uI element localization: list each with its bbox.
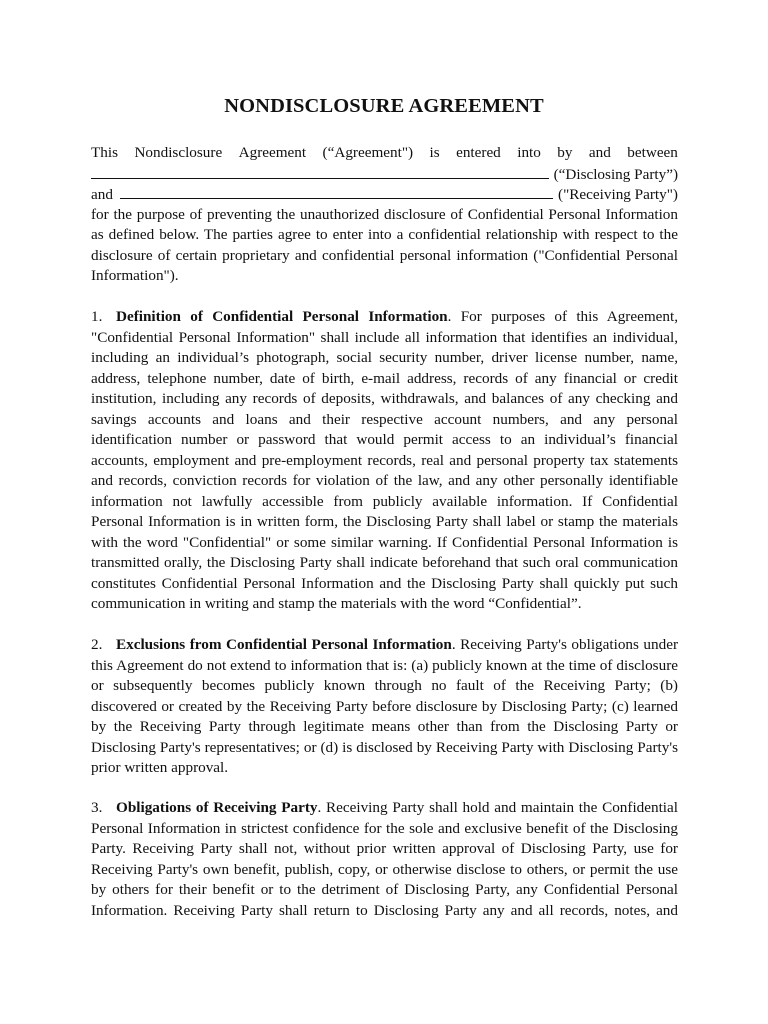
intro-word: Agreement (238, 144, 307, 161)
intro-word: entered (456, 144, 501, 161)
section-heading: Definition of Confidential Personal Information (116, 308, 448, 325)
section-3 (91, 798, 678, 921)
section-2-paragraph (91, 635, 678, 779)
intro-line-3 (91, 184, 678, 205)
section-text: . For purposes of this Agreement, "Confidential Personal Information" shall include all information that identifies an individual, including an individual’s photograph, social security number, driver license number, name, address, telephone number, date of birth, e-mail address, records of any financial or credit institution, including any records of deposits, withdrawals, and balances of any checking and savings accounts and loans and their respective account numbers, and any personal identification number or password that would permit access to an individual’s financial accounts, employment and pre-employment records, real and personal property tax statements and records, conviction records for violation of the law, and any other personally identifiable information not lawfully accessible from publicly available information. If Confidential Personal Information is in written form, the Disclosing Party shall label or stamp the materials with the word "Confidential" or some similar warning. If Confidential Personal Information is transmitted orally, the Disclosing Party shall indicate beforehand that such oral communication constitutes Confidential Personal Information and the Disclosing Party shall quickly put such communication in writing and stamp the materials with the word “Confidential”. (91, 308, 679, 612)
and-word: and (91, 186, 113, 203)
intro-word: by (557, 144, 573, 161)
intro-word: into (517, 144, 541, 161)
intro-word: and (588, 144, 611, 161)
intro-word: is (429, 144, 440, 161)
receiving-party-blank[interactable] (120, 184, 553, 199)
section-number: 1. (91, 308, 103, 325)
section-text: . Receiving Party's obligations under this Agreement do not extend to information that is: (a) publicly known at the time of disclosure or subsequently becomes publicly known through no fault of the Receiving Party; (b) discovered or created by the Receiving Party before disclosure by Disclosing Party; (c) learned by the Receiving Party through legitimate means other than from the Disclosing Party or Disclosing Party's representatives; or (d) is disclosed by Receiving Party with Disclosing Party's prior written approval. (91, 636, 679, 776)
section-number: 2. (91, 636, 103, 653)
disclosing-party-label: (“Disclosing Party”) (553, 165, 678, 183)
intro-word: This (91, 144, 119, 161)
disclosing-party-blank[interactable] (91, 164, 549, 179)
document-title: NONDISCLOSURE AGREEMENT (224, 95, 544, 117)
section-1 (91, 307, 678, 615)
section-text: . Receiving Party shall hold and maintain the Confidential Personal Information in strictest confidence for the sole and exclusive benefit of the Disclosing Party. Receiving Party shall not, without prior written approval of Disclosing Party, use for Receiving Party's own benefit, publish, copy, or otherwise disclose to others, or permit the use by others for their benefit or to the detriment of Disclosing Party, any Confidential Personal Information. Receiving Party shall return to Disclosing Party any and all records, notes, and (91, 799, 678, 919)
receiving-party-label: ("Receiving Party") (558, 186, 678, 203)
section-1-paragraph (91, 307, 678, 615)
intro-line-1 (91, 143, 678, 164)
section-heading: Obligations of Receiving Party (116, 799, 318, 816)
section-2 (91, 635, 678, 779)
section-3-paragraph (91, 798, 678, 921)
intro-word: Nondisclosure (134, 144, 223, 161)
section-number: 3. (91, 799, 103, 816)
intro-text: for the purpose of preventing the unauthorized disclosure of Confidential Personal Information as defined below. The parties agree to enter into a confidential relationship with respect to the disclosure of certain proprietary and confidential personal information ("Confidential Personal Information"). (91, 205, 678, 284)
intro-word: between (627, 144, 678, 161)
section-heading: Exclusions from Confidential Personal Information (116, 636, 452, 653)
intro-paragraph (91, 143, 678, 287)
intro-line-2 (91, 164, 678, 185)
intro-word: (“Agreement") (322, 144, 414, 161)
